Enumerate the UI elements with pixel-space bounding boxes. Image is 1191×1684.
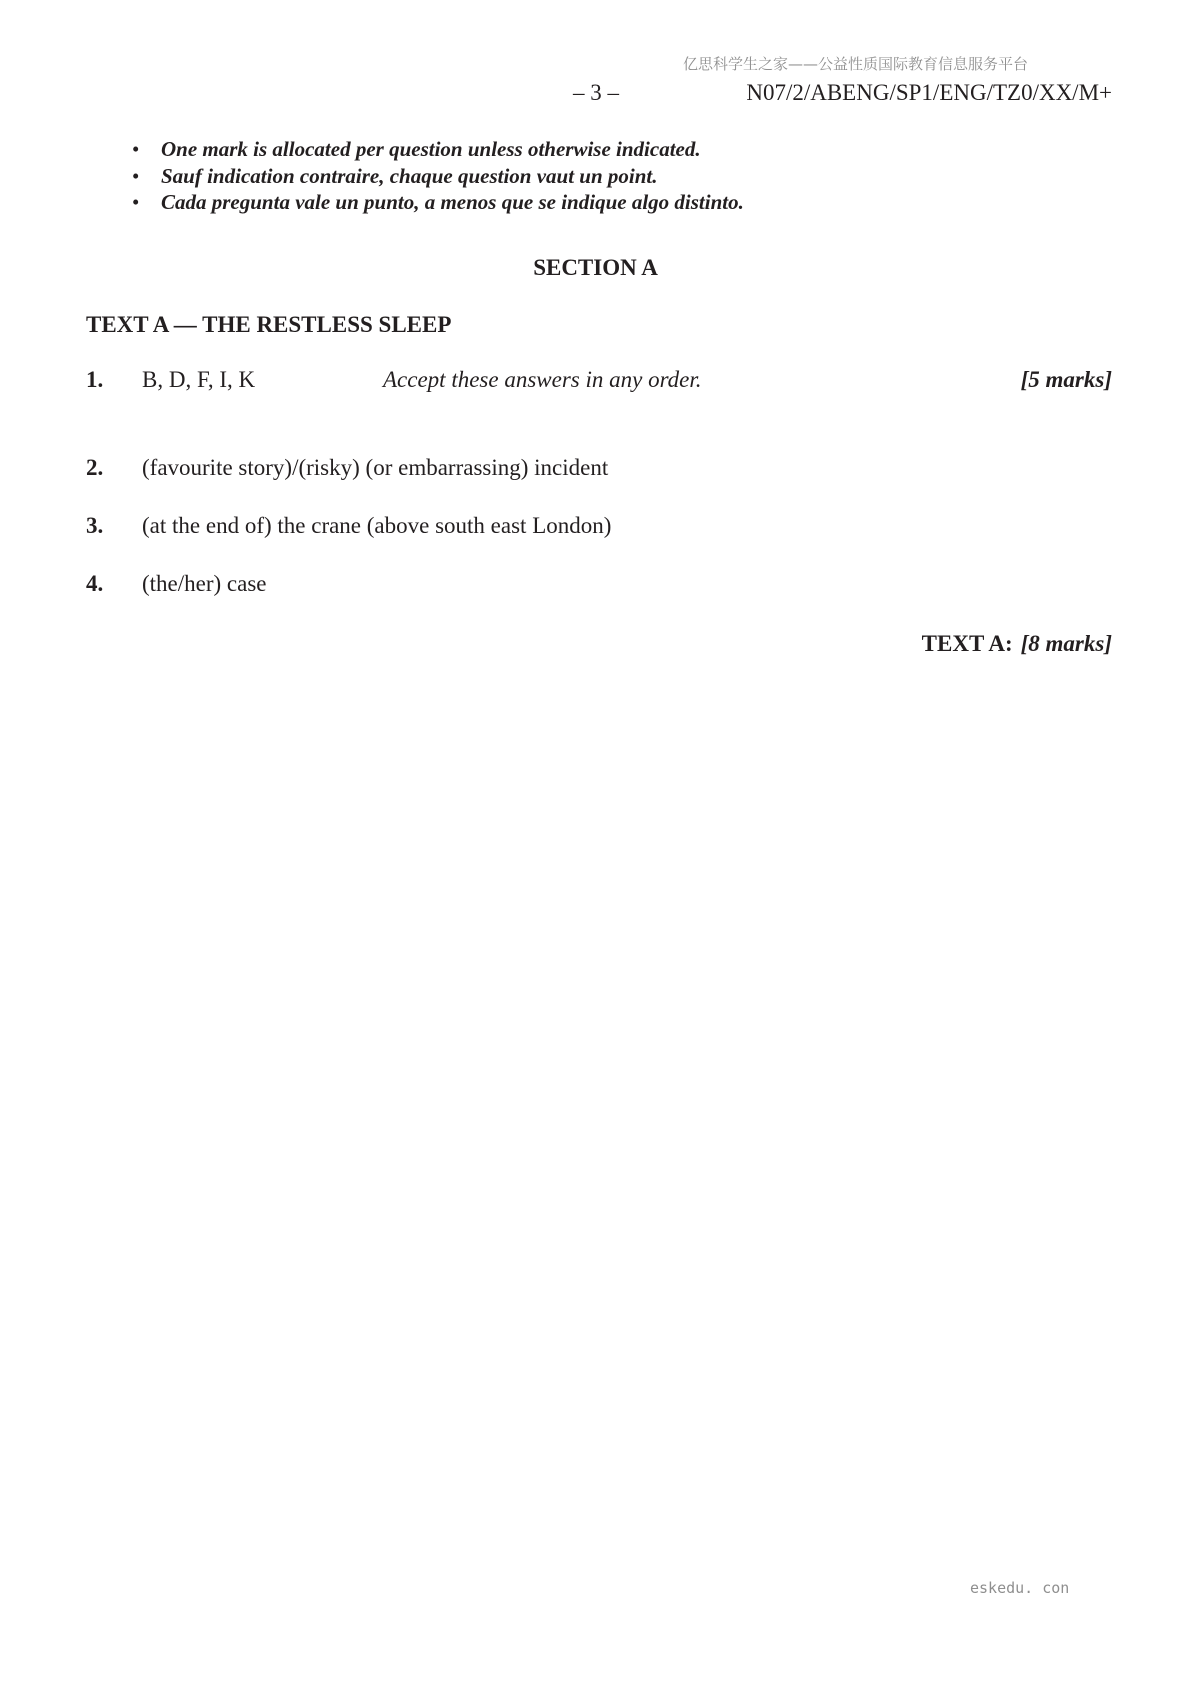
question-marks: [5 marks] — [1020, 367, 1112, 392]
question-number: 1. — [86, 367, 104, 392]
question-number: 3. — [86, 513, 104, 538]
bullet-icon: • — [132, 163, 140, 188]
question-number: 2. — [86, 455, 104, 480]
instruction-item — [132, 136, 744, 163]
question-number: 4. — [86, 571, 104, 596]
total-marks: [8 marks] — [1020, 631, 1112, 656]
instruction-text: Sauf indication contraire, chaque question vaut un point. — [161, 163, 658, 188]
text-a-total — [922, 631, 1112, 657]
document-code: N07/2/ABENG/SP1/ENG/TZ0/XX/M+ — [746, 80, 1112, 105]
total-label: TEXT A: — [921, 631, 1013, 656]
instruction-item — [132, 189, 744, 216]
question-answer: (favourite story)/(risky) (or embarrassing) incident — [142, 455, 609, 480]
instruction-item — [132, 163, 744, 190]
text-heading: TEXT A — THE RESTLESS SLEEP — [86, 312, 452, 337]
page-number: – 3 – — [573, 80, 619, 105]
question-answer: B, D, F, I, K — [142, 367, 256, 392]
bullet-icon: • — [132, 190, 140, 214]
question-answer: (at the end of) the crane (above south east London) — [142, 513, 612, 538]
question-note: Accept these answers in any order. — [383, 367, 702, 392]
question-answer: (the/her) case — [142, 571, 267, 596]
instruction-text: One mark is allocated per question unless otherwise indicated. — [161, 137, 701, 161]
bullet-icon: • — [132, 137, 140, 161]
section-heading: SECTION A — [533, 255, 658, 280]
instruction-text: Cada pregunta vale un punto, a menos que se indique algo distinto. — [161, 190, 744, 214]
watermark-top: 亿思科学生之家——公益性质国际教育信息服务平台 — [683, 55, 1029, 73]
watermark-bottom: eskedu. con — [970, 1579, 1070, 1597]
instructions-list — [132, 136, 744, 216]
